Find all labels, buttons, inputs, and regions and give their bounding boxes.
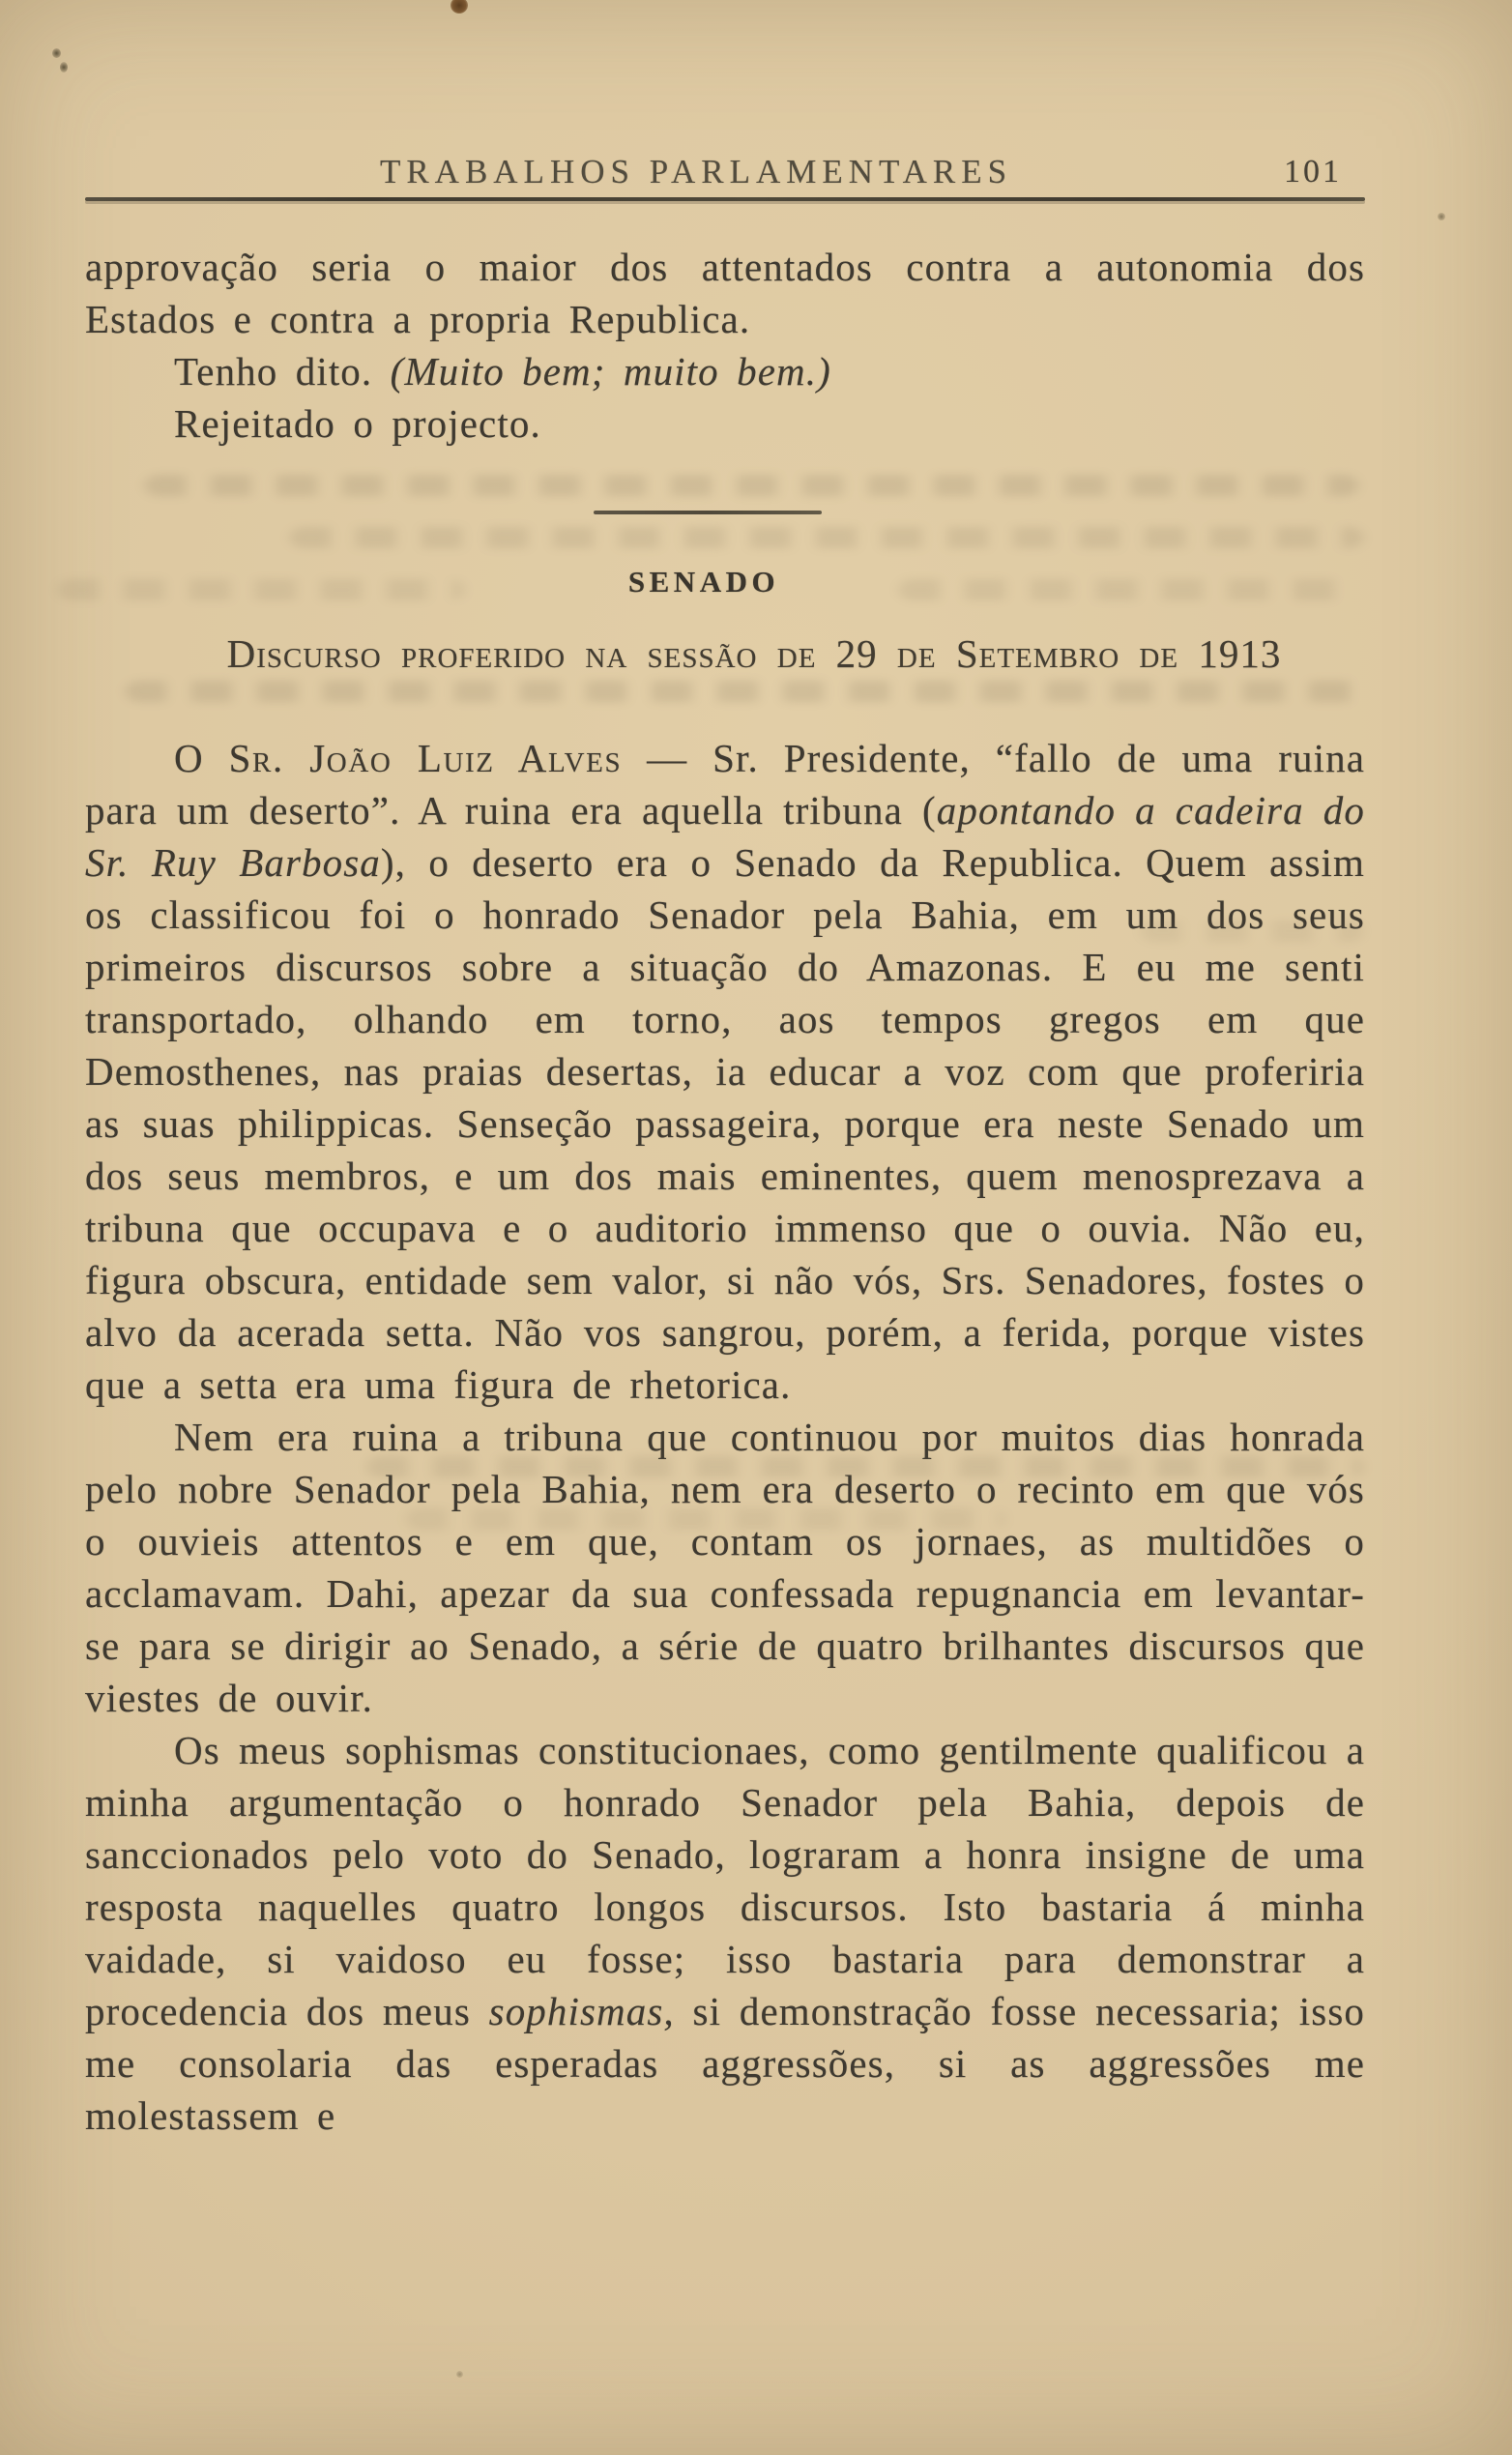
text-run: sophismas, (488, 1989, 675, 2033)
text-run: Rejeitado o projecto. (174, 401, 541, 446)
show-through-smudge (290, 527, 1363, 549)
ink-speck (456, 2371, 463, 2378)
section-kicker: SENADO (627, 565, 780, 599)
running-header-title: TRABALHOS PARLAMENTARES (379, 153, 1013, 190)
text-run: apontando a cadeira do Sr. Ruy Barbosa (85, 788, 1365, 885)
ink-speck (60, 62, 68, 73)
page-number: 101 (1284, 154, 1342, 190)
text-run: Os meus sophismas constitucionaes, como gentilmente qualificou a minha argumentação o honrado Senador pela Bahia, depois de sanccionados pelo voto do Senado, lograram a honra insigne de uma resposta naquelles quatro longos discursos. Isto bastaria á minha vaidade, si vaidoso eu fosse; isso bastaria para demonstrar a procedencia dos meus (85, 1728, 1365, 2033)
text-run: (Muito bem; muito bem.) (390, 349, 831, 394)
session-heading: Discurso proferido na sessão de 29 de Setembro de 1913 (226, 631, 1282, 676)
paragraph (85, 1724, 1365, 2142)
speech-text (85, 732, 1365, 2142)
text-run: si demonstração fosse necessaria; isso me consolaria das esperadas aggressões, si as aggressões me molestassem e (85, 1989, 1365, 2138)
ink-speck (1438, 213, 1445, 220)
ink-speck (451, 0, 468, 14)
paragraph (85, 241, 1365, 345)
paragraph (85, 345, 1365, 397)
text-run: Sr. João Luiz Alves (228, 736, 623, 780)
text-run: Tenho dito. (174, 349, 391, 394)
ink-speck (52, 48, 61, 58)
paragraph (85, 1411, 1365, 1724)
intro-text (85, 241, 1365, 450)
paragraph (85, 397, 1365, 450)
show-through-smudge (145, 475, 1358, 497)
text-run: Nem era ruina a tribuna que continuou por muitos dias honrada pelo nobre Senador pela Bahia, nem era deserto o recinto em que vós o ouvieis attentos e em que, contam os jornaes, as multidões o acclamavam. Dahi, apezar da sua confessada repugnancia em levantar-se para se dirigir ao Senado, a série de quatro brilhantes discursos que viestes de ouvir. (85, 1415, 1365, 1720)
text-run: — Sr. Presidente, “fallo de uma ruina para um deserto”. A ruina era aquella tribuna ( (85, 736, 1366, 833)
show-through-smudge (126, 681, 1363, 703)
text-run: approvação seria o maior dos attentados contra a autonomia dos Estados e contra a propria Republica. (85, 245, 1365, 341)
paragraph (85, 732, 1365, 1411)
section-divider (594, 511, 822, 514)
text-run: ), o deserto era o Senado da Republica. Quem assim os classificou foi o honrado Senador pela Bahia, em um dos seus primeiros discursos sobre a situação do Amazonas. E eu me senti transportado, olhando em torno, aos tempos gregos em que Demosthenes, nas praias desertas, ia educar a voz com que proferiria as suas philippicas. Senseção passageira, porque era neste Senado um dos seus membros, e um dos mais eminentes, quem menosprezava a tribuna que occupava e o auditorio immenso que o ouvia. Não eu, figura obscura, entidade sem valor, si não vós, Srs. Senadores, fostes o alvo da acerada setta. Não vos sangrou, porém, a ferida, porque vistes que a setta era uma figura de rhetorica. (85, 840, 1365, 1407)
running-header (85, 153, 1365, 199)
text-run: O (174, 736, 229, 780)
header-rule (85, 197, 1365, 201)
